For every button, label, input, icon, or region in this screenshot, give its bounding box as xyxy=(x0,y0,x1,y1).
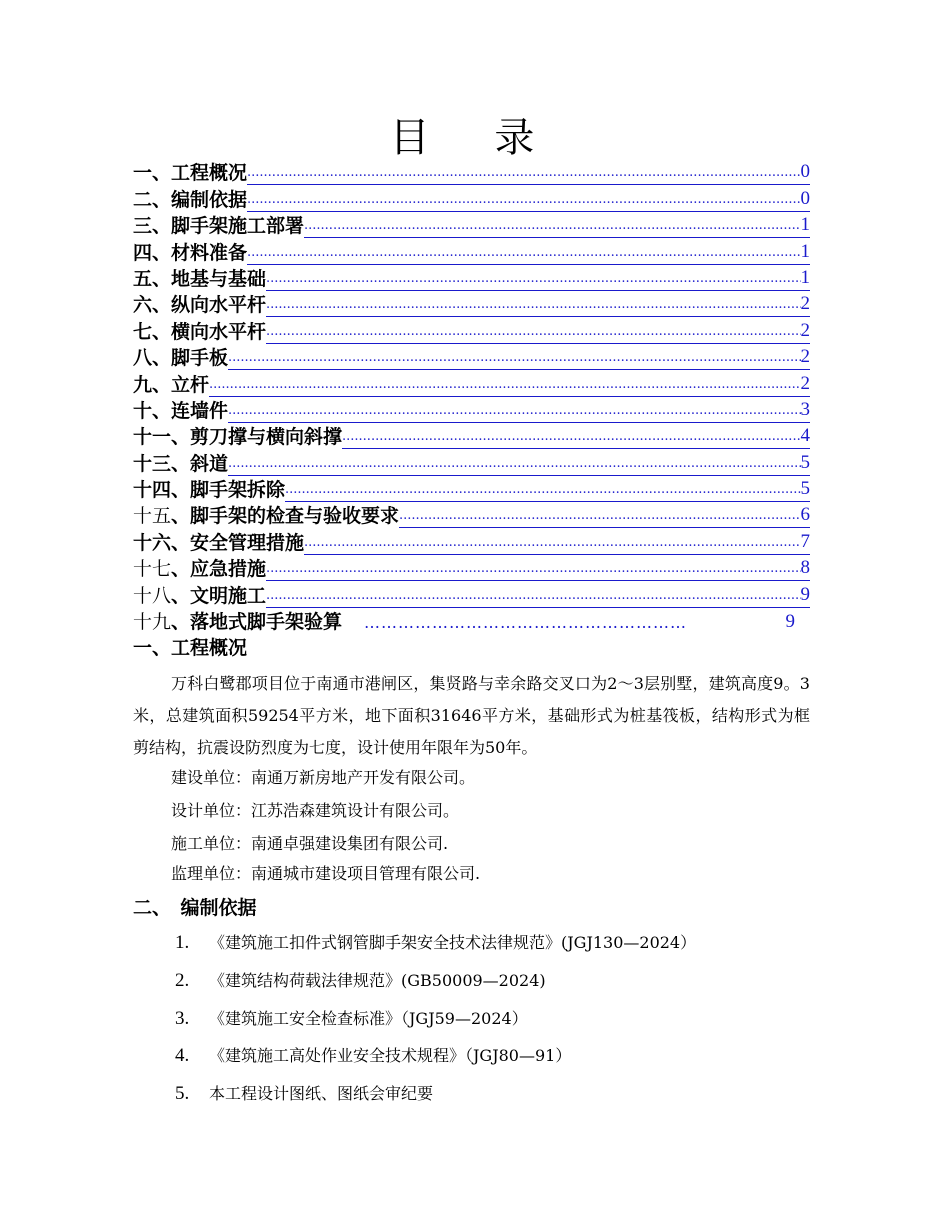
toc-page-number: 1 xyxy=(801,213,811,238)
toc-leader xyxy=(266,321,800,344)
toc-leader xyxy=(247,242,800,265)
toc-page-number: 6 xyxy=(801,503,811,528)
unit-line-contractor: 施工单位：南通卓强建设集团有限公司. xyxy=(171,834,449,853)
toc-page-number: 9 xyxy=(801,583,811,608)
basis-item-number: 4. xyxy=(175,1045,190,1066)
toc-entry-label: 一、工程概况 xyxy=(133,162,248,185)
toc-entry-label: 六、纵向水平杆 xyxy=(133,294,267,317)
toc-entry[interactable] xyxy=(133,581,810,607)
basis-item xyxy=(175,1006,528,1030)
toc-entry-label: 八、脚手板 xyxy=(133,347,229,370)
toc-entry[interactable] xyxy=(133,608,810,634)
toc-entry[interactable] xyxy=(133,344,810,370)
toc-entry-label: 十六、安全管理措施 xyxy=(133,531,305,554)
toc-leader xyxy=(228,347,800,370)
toc-page-number: 2 xyxy=(801,319,811,344)
basis-item-text: 《建筑施工高处作业安全技术规程》（JGJ80—91） xyxy=(209,1046,572,1065)
toc-entry-label: 三、脚手架施工部署 xyxy=(133,215,305,238)
toc-entry-label: 九、立杆 xyxy=(133,373,210,396)
toc-entry[interactable] xyxy=(133,317,810,343)
basis-item-text: 《建筑施工扣件式钢管脚手架安全技术法律规范》(JGJ130—2024） xyxy=(209,933,697,952)
toc-page-number: 2 xyxy=(801,345,811,370)
toc-leader xyxy=(209,374,800,397)
toc-entry-ordinal: 十九 xyxy=(133,611,172,634)
toc-entry-label xyxy=(133,584,266,608)
toc-entry-ordinal: 十五 xyxy=(133,505,172,528)
toc-entry[interactable] xyxy=(133,370,810,396)
basis-item-number: 3. xyxy=(175,1008,190,1029)
toc-leader xyxy=(228,453,800,476)
toc-page-number: 0 xyxy=(801,160,811,185)
section-heading-overview: 一、工程概况 xyxy=(133,637,248,659)
toc-page-number: 1 xyxy=(801,266,811,291)
basis-item xyxy=(175,930,696,954)
toc-page-number: 9 xyxy=(785,611,795,633)
section-heading-basis: 二、 编制依据 xyxy=(133,897,257,919)
toc-page-number: 2 xyxy=(801,292,811,317)
toc-entry[interactable] xyxy=(133,449,810,475)
basis-item xyxy=(175,1043,571,1067)
toc-leader xyxy=(247,189,800,212)
toc-entry-label: 十一、剪刀撑与横向斜撑 xyxy=(133,426,343,449)
toc-entry-label xyxy=(133,557,266,581)
toc-page-number: 4 xyxy=(801,424,811,449)
toc-entry[interactable] xyxy=(133,502,810,528)
toc-entry-label: 十四、脚手架拆除 xyxy=(133,479,286,502)
unit-line-supervisor: 监理单位：南通城市建设项目管理有限公司. xyxy=(171,864,481,883)
toc-leader xyxy=(266,585,800,608)
toc-entry[interactable] xyxy=(133,555,810,581)
toc-page-number: 2 xyxy=(801,372,811,397)
toc-leader xyxy=(266,294,800,317)
toc-entry-label xyxy=(133,504,399,528)
toc-leader xyxy=(342,612,785,634)
toc-leader xyxy=(228,400,800,423)
toc-page-number: 8 xyxy=(801,556,811,581)
toc-entry[interactable] xyxy=(133,528,810,554)
toc-leader xyxy=(285,479,800,502)
toc-entry-label: 十三、斜道 xyxy=(133,452,229,475)
toc-leader xyxy=(342,426,800,449)
basis-item xyxy=(175,1081,433,1105)
toc-entry-title: 、脚手架的检查与验收要求 xyxy=(171,505,400,528)
toc-leader xyxy=(304,215,800,238)
page-title: 目 录 xyxy=(389,115,561,161)
toc-page-number: 0 xyxy=(801,187,811,212)
unit-line-owner: 建设单位：南通万新房地产开发有限公司。 xyxy=(171,768,476,787)
toc-entry-title: 、应急措施 xyxy=(171,558,267,581)
toc-entry[interactable] xyxy=(133,291,810,317)
toc-page-number: 1 xyxy=(801,240,811,265)
basis-item-number: 1. xyxy=(175,932,190,953)
toc-entry-label: 七、横向水平杆 xyxy=(133,320,267,343)
toc-entry-title: 、落地式脚手架验算 xyxy=(171,611,343,634)
basis-item-text: 《建筑施工安全检查标准》（JGJ59—2024） xyxy=(209,1009,528,1028)
basis-item-text: 《建筑结构荷载法律规范》(GB50009—2024) xyxy=(209,971,546,990)
toc-entry[interactable] xyxy=(133,212,810,238)
toc-entry[interactable] xyxy=(133,159,810,185)
toc-entry-label: 二、编制依据 xyxy=(133,188,248,211)
toc-page-number: 5 xyxy=(801,477,811,502)
toc-leader xyxy=(266,268,800,291)
toc-leader xyxy=(399,505,800,528)
basis-item xyxy=(175,968,546,992)
toc-entry[interactable] xyxy=(133,423,810,449)
toc-entry[interactable] xyxy=(133,265,810,291)
toc-entry-ordinal: 十七 xyxy=(133,558,172,581)
toc-page-number: 7 xyxy=(801,530,811,555)
toc-entry[interactable] xyxy=(133,238,810,264)
basis-item-number: 5. xyxy=(175,1083,190,1104)
toc-page-number: 3 xyxy=(801,398,811,423)
toc-entry-title: 、文明施工 xyxy=(171,584,267,607)
overview-paragraph: 万科白鹭郡项目位于南通市港闸区，集贤路与幸余路交叉口为2～3层别墅，建筑高度9。3米，总建筑面积59254平方米，地下面积31646平方米，基础形式为桩基筏板，结构形式为框剪结构，抗震设防烈度为七度，设计使用年限年为50年。 xyxy=(133,674,810,757)
toc-entry-ordinal: 十八 xyxy=(133,584,172,607)
toc-entry-label: 五、地基与基础 xyxy=(133,267,267,290)
toc-leader xyxy=(304,532,800,555)
table-of-contents xyxy=(133,159,810,634)
basis-item-number: 2. xyxy=(175,970,190,991)
toc-leader xyxy=(247,162,800,185)
basis-item-text: 本工程设计图纸、图纸会审纪要 xyxy=(209,1084,434,1103)
toc-leader xyxy=(266,558,800,581)
toc-entry[interactable] xyxy=(133,397,810,423)
toc-page-number: 5 xyxy=(801,451,811,476)
toc-entry[interactable] xyxy=(133,476,810,502)
unit-line-designer: 设计单位：江苏浩森建筑设计有限公司。 xyxy=(171,801,460,820)
toc-entry[interactable] xyxy=(133,185,810,211)
toc-entry-label: 四、材料准备 xyxy=(133,241,248,264)
toc-entry-label xyxy=(133,610,342,634)
toc-entry-label: 十、连墙件 xyxy=(133,399,229,422)
